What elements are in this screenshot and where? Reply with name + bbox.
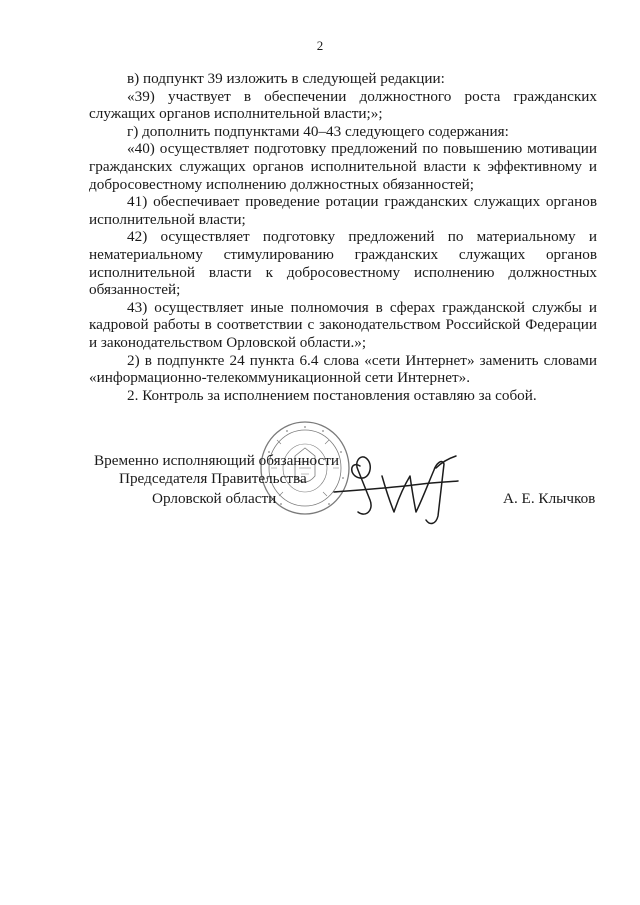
paragraph-subitem-42: 42) осуществляет подготовку предложений по материальному и нематериальному стимулированию гражданских служащих органов исполнительной власти к добросовестному исполнению должностных обязанностей; (89, 228, 597, 299)
paragraph-item-2-point-6-4: 2) в подпункте 24 пункта 6.4 слова «сети Интернет» заменить словами «информационно-телекоммуникационной сети Интернет». (89, 351, 597, 387)
signature-block (0, 452, 640, 532)
paragraph-subitem-41: 41) обеспечивает проведение ротации гражданских служащих органов исполнительной власти; (89, 193, 597, 228)
paragraph-subitem-40: «40) осуществляет подготовку предложений по повышению мотивации гражданских служащих органов исполнительной власти к эффективному и добросовестному исполнению должностных обязанностей; (89, 140, 597, 193)
handwritten-signature-icon (330, 440, 470, 530)
signer-position-line-3: Орловской области (152, 490, 277, 507)
paragraph-amend-39-intro: в) подпункт 39 изложить в следующей редакции: (127, 70, 445, 87)
signer-name: А. Е. Клычков (503, 490, 596, 507)
signer-position-line-1: Временно исполняющий обязанности (94, 452, 340, 469)
paragraph-subitem-43: 43) осуществляет иные полномочия в сферах гражданской службы и кадровой работы в соответствии с законодательством Российской Федерации и законодательством Орловской области.»; (89, 298, 597, 351)
paragraph-control-clause: 2. Контроль за исполнением постановления оставляю за собой. (127, 386, 537, 404)
page-number: 2 (316, 38, 324, 53)
paragraph-amend-40-43-intro: г) дополнить подпунктами 40–43 следующего содержания: (127, 122, 509, 140)
signer-position-line-2: Председателя Правительства (119, 470, 307, 487)
document-body (89, 70, 597, 404)
paragraph-subitem-39: «39) участвует в обеспечении должностного роста гражданских служащих органов исполнительной власти;»; (89, 87, 597, 123)
